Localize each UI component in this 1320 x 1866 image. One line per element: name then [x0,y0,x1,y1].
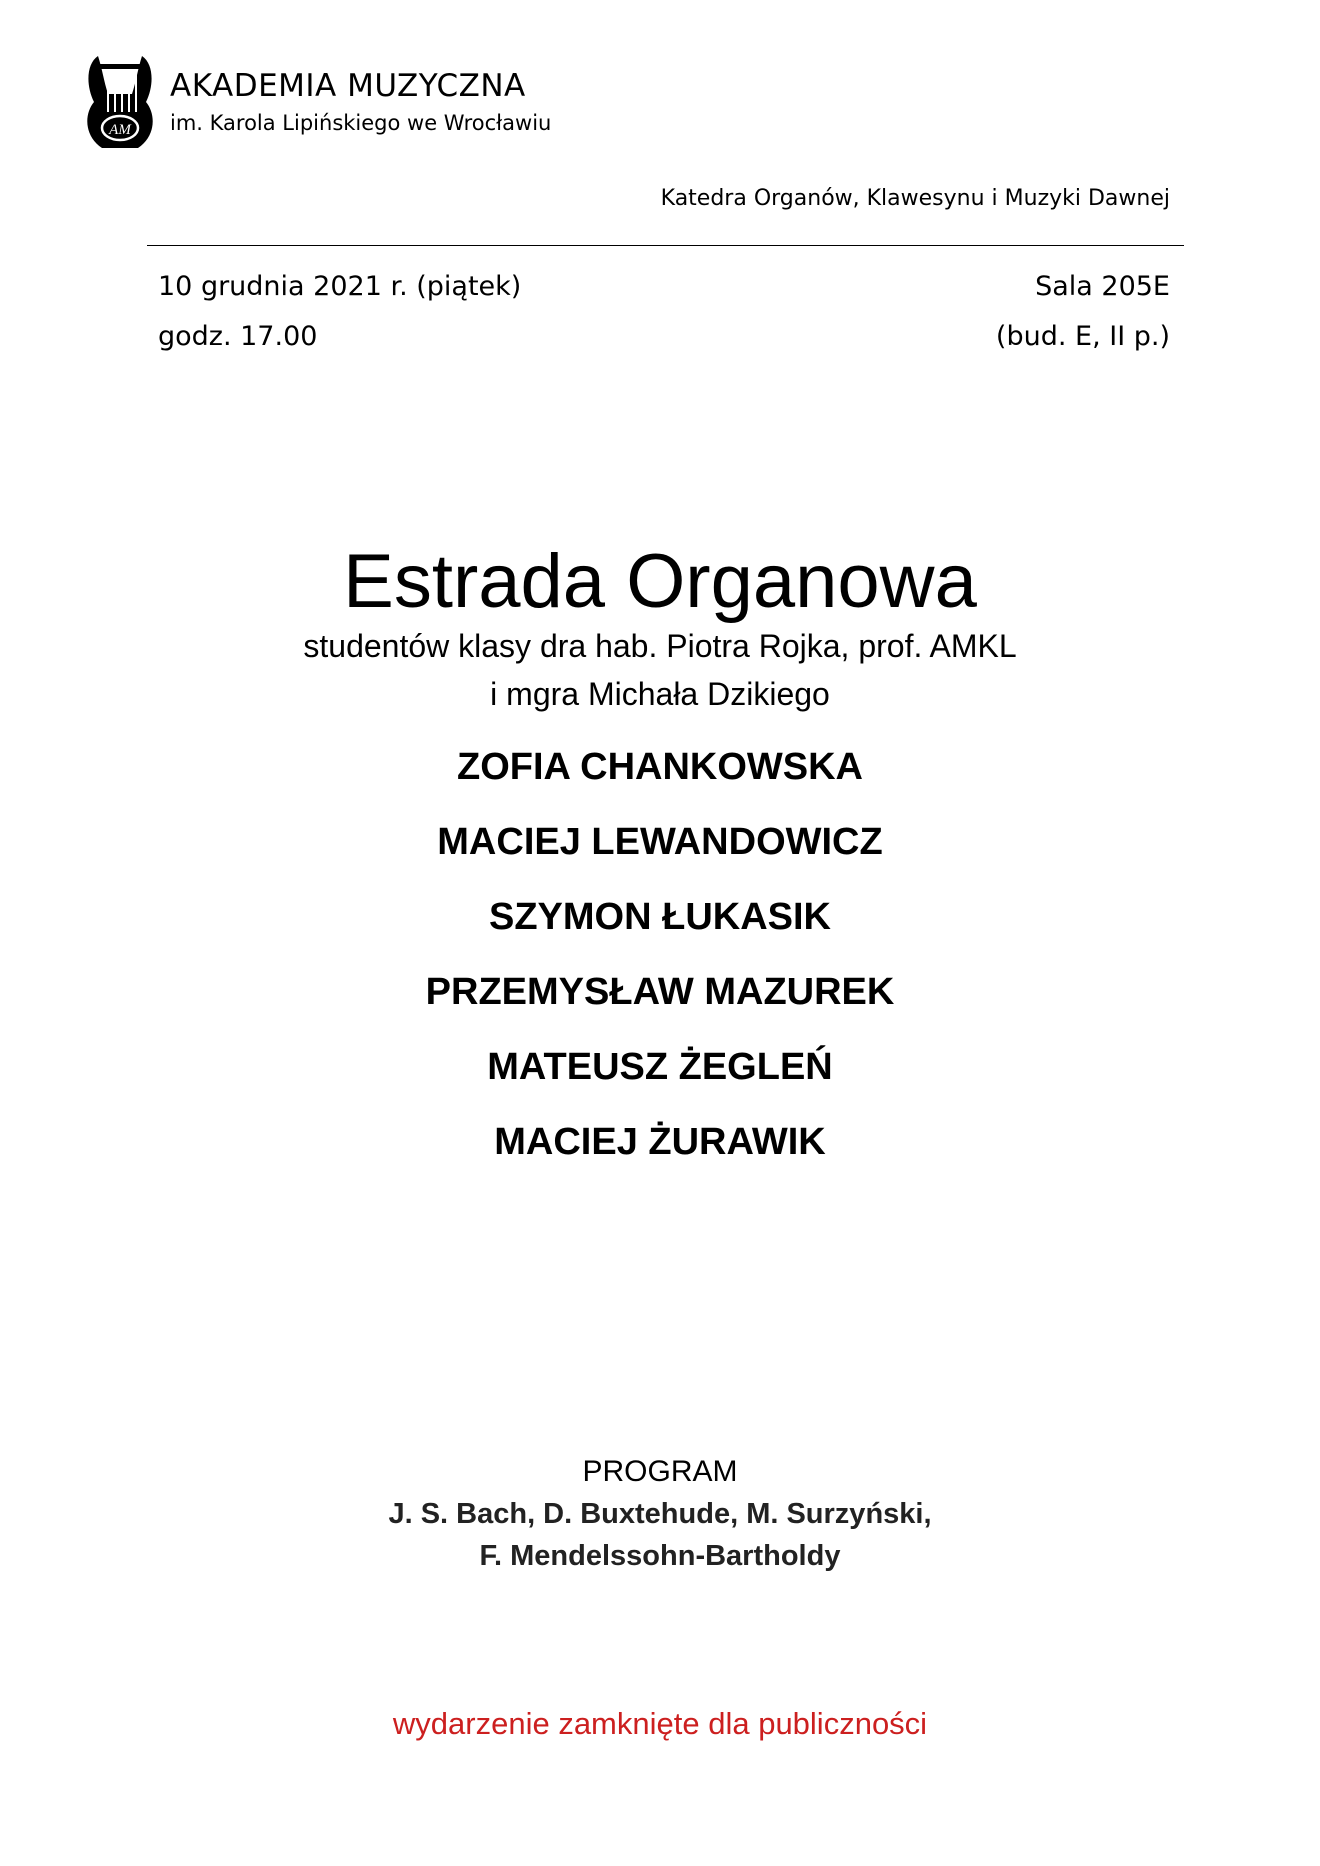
performer-name: MACIEJ ŻURAWIK [494,1121,826,1163]
event-location [996,262,1170,362]
event-subtitle-line1: studentów klasy dra hab. Piotra Rojka, prof. AMKL [303,628,1017,664]
event-time: godz. 17.00 [158,321,318,352]
program-heading: PROGRAM [582,1455,738,1488]
event-room: Sala 205E [1035,271,1170,302]
header-divider [147,245,1184,246]
program-composers-line2: F. Mendelssohn-Bartholdy [479,1540,841,1572]
performer-name: PRZEMYSŁAW MAZUREK [425,971,895,1013]
institution-name: AKADEMIA MUZYCZNA [170,68,526,104]
event-title: Estrada Organowa [343,539,977,624]
event-date-time [158,262,521,362]
department-name: Katedra Organów, Klawesynu i Muzyki Dawnej [660,186,1170,211]
event-date: 10 grudnia 2021 r. (piątek) [158,271,522,302]
performer-name: ZOFIA CHANKOWSKA [457,746,863,788]
institution-subtitle: im. Karola Lipińskiego we Wrocławiu [170,111,552,135]
event-building: (bud. E, II p.) [995,321,1170,352]
performer-name: MACIEJ LEWANDOWICZ [437,821,883,863]
performer-name: SZYMON ŁUKASIK [489,896,831,938]
lyre-logo-icon [80,52,160,154]
svg-text:AM: AM [109,122,131,138]
closed-event-notice: wydarzenie zamknięte dla publiczności [392,1706,928,1741]
performer-name: MATEUSZ ŻEGLEŃ [487,1046,833,1088]
program-composers-line1: J. S. Bach, D. Buxtehude, M. Surzyński, [388,1498,932,1530]
event-subtitle-line2: i mgra Michała Dzikiego [490,676,830,712]
